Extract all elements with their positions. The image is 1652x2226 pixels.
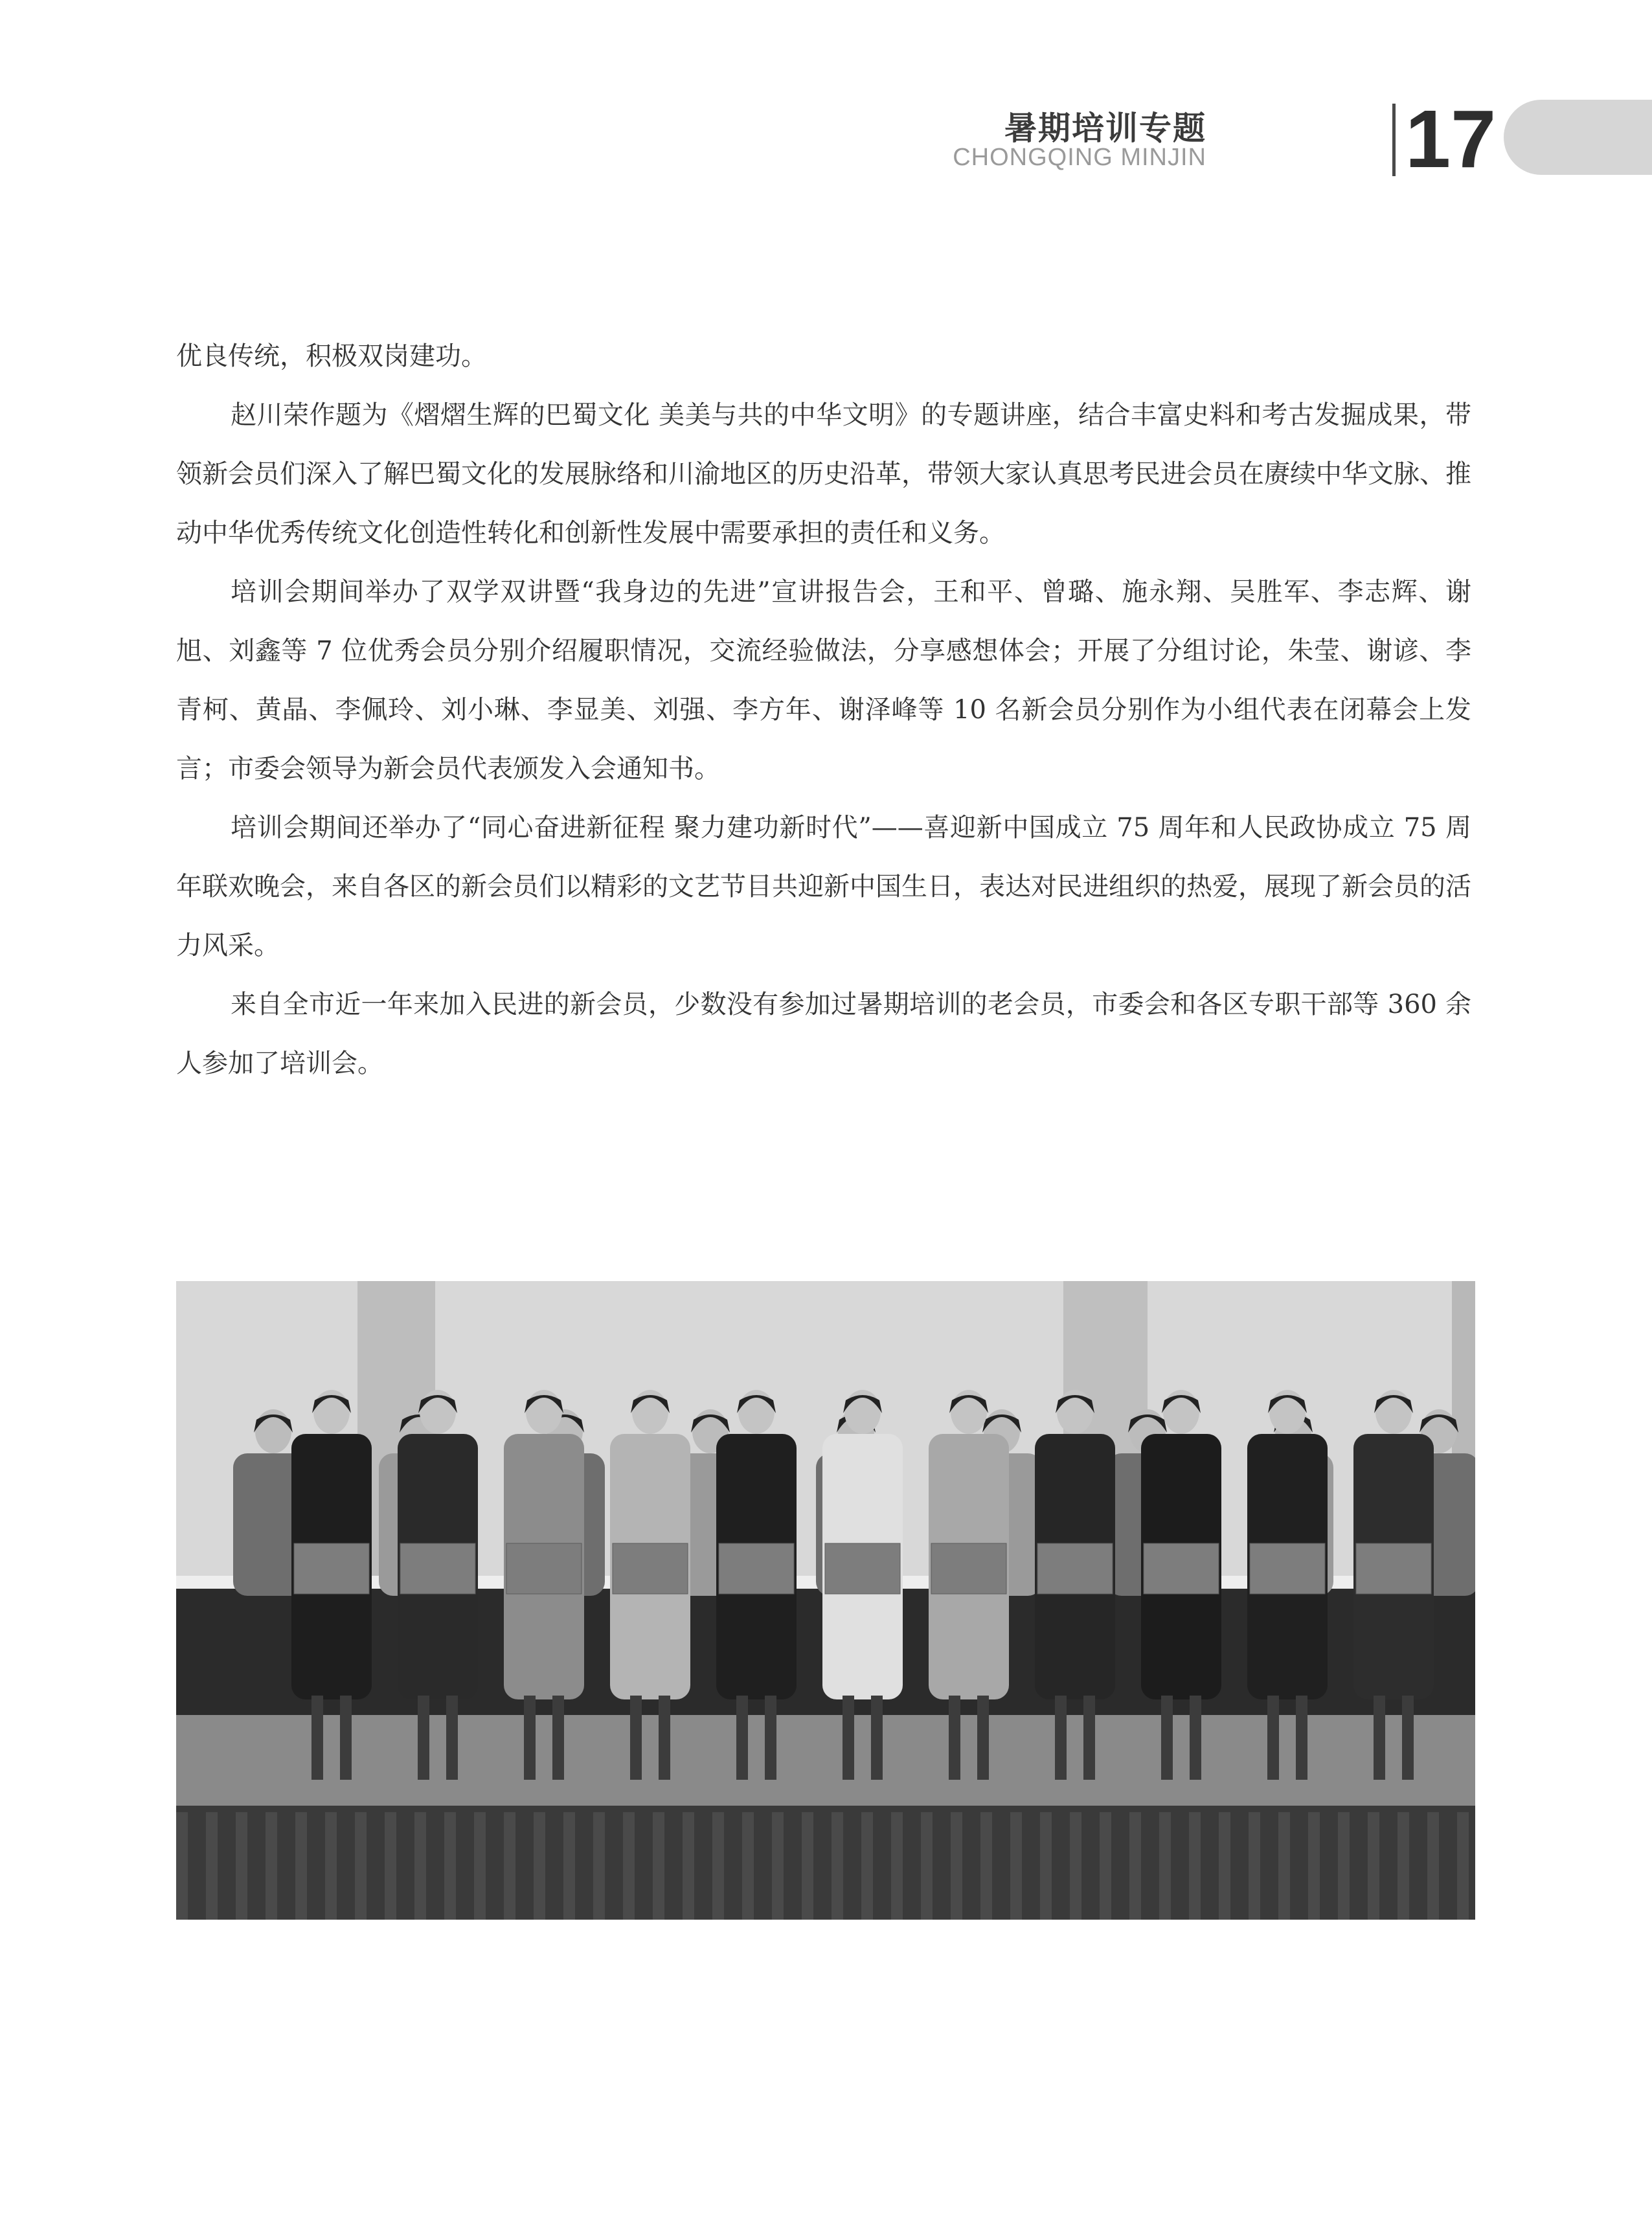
paragraph-3: 培训会期间举办了双学双讲暨“我身边的先进”宣讲报告会，王和平、曾璐、施永翔、吴胜军、李志辉、谢旭、刘鑫等 7 位优秀会员分别介绍履职情况，交流经验做法，分享感想体会；开展了分组讨论，朱莹、谢谚、李青柯、黄晶、李佩玲、刘小琳、李显美、刘强、李方年、谢泽峰等 10 名新会员分别作为小组代表在闭幕会上发言；市委会领导为新会员代表颁发入会通知书。 — [176, 577, 1471, 784]
header-tab-decoration — [1504, 100, 1652, 175]
page-number: 17 — [1405, 93, 1497, 185]
section-title: 暑期培训专题 — [1004, 109, 1206, 147]
article-body — [176, 327, 1471, 1093]
magazine-subtitle: CHONGQING MINJIN — [953, 144, 1206, 171]
paragraph-5: 来自全市近一年来加入民进的新会员，少数没有参加过暑期培训的老会员，市委会和各区专职干部等 360 余人参加了培训会。 — [176, 990, 1471, 1078]
paragraph-2: 赵川荣作题为《熠熠生辉的巴蜀文化 美美与共的中华文明》的专题讲座，结合丰富史料和考古发掘成果，带领新会员们深入了解巴蜀文化的发展脉络和川渝地区的历史沿革，带领大家认真思考民进会员在赓续中华文脉、推动中华优秀传统文化创造性转化和创新性发展中需要承担的责任和义务。 — [176, 400, 1471, 548]
paragraph-1: 优良传统，积极双岗建功。 — [176, 341, 487, 371]
paragraph-4: 培训会期间还举办了“同心奋进新征程 聚力建功新时代”——喜迎新中国成立 75 周年和人民政协成立 75 周年联欢晚会，来自各区的新会员们以精彩的文艺节目共迎新中国生日，表达对民进组织的热爱，展现了新会员的活力风采。 — [176, 813, 1471, 960]
group-photo-icon — [176, 1281, 1475, 1920]
group-photo — [176, 1281, 1475, 1920]
header-divider — [1392, 104, 1396, 176]
